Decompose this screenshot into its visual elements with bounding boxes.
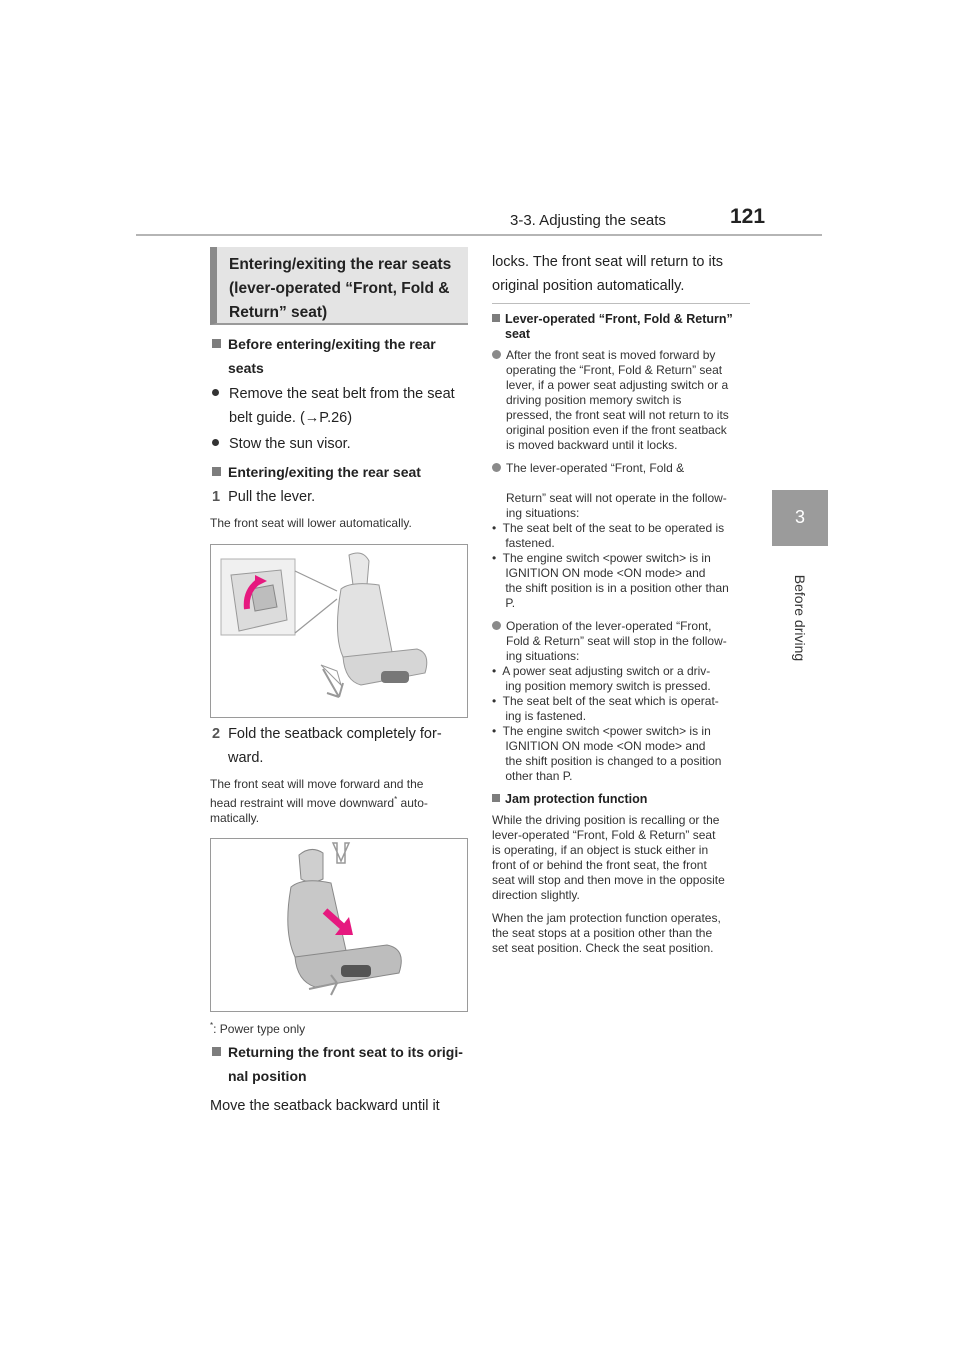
subheading-before-entering: Before entering/exiting the rear seats bbox=[212, 332, 472, 380]
note-paragraph-2: The lever-operated “Front, Fold & Return” seat will not operate in the follow- ing situations: • The seat belt of the seat to be operated is fastened. • The engine switch <power switch> is in IGNITION ON mode <ON mode> and the shift position is in a position other than P. bbox=[492, 461, 729, 610]
circle-bullet-icon bbox=[492, 463, 501, 472]
footnote: *: Power type only bbox=[210, 1021, 306, 1036]
note-heading-jam: Jam protection function bbox=[492, 792, 754, 807]
note-paragraph-3: Operation of the lever-operated “Front, Fold & Return” seat will stop in the follow- ing situations: • A power seat adjusting switch or a driv- ing position memory switch is pressed. • The seat belt of the seat which is operat- ing is fastened. • The engine switch <power switch> is in IGNITION ON mode <ON mode> and the shift position is changed to a position other than P. bbox=[492, 619, 727, 783]
note-divider bbox=[492, 303, 750, 304]
bullet-dot-icon bbox=[212, 439, 219, 446]
page-number: 121 bbox=[730, 205, 766, 228]
note-heading-lever: Lever-operated “Front, Fold & Return” seat bbox=[492, 312, 754, 342]
figure-fold-seatback bbox=[210, 838, 468, 1012]
section-title: 3-3. Adjusting the seats bbox=[510, 212, 666, 229]
square-bullet-icon bbox=[492, 794, 500, 802]
square-bullet-icon bbox=[492, 314, 500, 322]
header-rule bbox=[136, 234, 822, 236]
note-paragraph-4: While the driving position is recalling or the lever-operated “Front, Fold & Return” seat is operating, if an object is stuck either in front of or behind the front seat, the front seat will stop and then move in the opposite direction slightly. bbox=[492, 813, 725, 902]
note-paragraph-1: After the front seat is moved forward by operating the “Front, Fold & Return” seat lever, if a power seat adjusting switch or a driving position memory switch is pressed, the front seat will not return to its original position even if the front seatback is moved backward until it locks. bbox=[492, 348, 754, 453]
figure-pull-lever bbox=[210, 544, 468, 718]
square-bullet-icon bbox=[212, 339, 221, 348]
chapter-tab bbox=[772, 490, 828, 546]
bullet-seat-belt: Remove the seat belt from the seat belt guide. (→P.26) bbox=[212, 382, 472, 430]
chapter-label bbox=[790, 560, 810, 680]
note-paragraph-5: When the jam protection function operates, the seat stops at a position other than the set seat position. Check the seat position. bbox=[492, 911, 721, 955]
step-2-note: The front seat will move forward and the head restraint will move downward* auto- matically. bbox=[210, 777, 428, 825]
section-heading-box bbox=[210, 247, 468, 325]
chapter-number: 3 bbox=[794, 507, 805, 527]
step-1-note: The front seat will lower automatically. bbox=[210, 516, 412, 530]
section-heading: Entering/exiting the rear seats (lever-operated “Front, Fold & Return” seat) bbox=[229, 256, 452, 321]
bullet-sun-visor: Stow the sun visor. bbox=[212, 432, 472, 456]
seat-fold-illustration bbox=[211, 839, 467, 1011]
body-continued: locks. The front seat will return to its original position automatically. bbox=[492, 254, 724, 294]
square-bullet-icon bbox=[212, 467, 221, 476]
chapter-title: Before driving bbox=[792, 574, 808, 662]
subheading-returning: Returning the front seat to its origi- nal position bbox=[212, 1040, 472, 1088]
subheading-entering-rear: Entering/exiting the rear seat bbox=[212, 460, 472, 484]
circle-bullet-icon bbox=[492, 350, 501, 359]
bullet-dot-icon bbox=[212, 389, 219, 396]
seat-lever-illustration bbox=[211, 545, 467, 717]
circle-bullet-icon bbox=[492, 621, 501, 630]
notes-column bbox=[492, 312, 754, 956]
step-1: 1 Pull the lever. bbox=[212, 489, 316, 505]
body-move-seatback: Move the seatback backward until it bbox=[210, 1098, 440, 1114]
square-bullet-icon bbox=[212, 1047, 221, 1056]
step-2: 2 Fold the seatback completely for- ward. bbox=[212, 726, 442, 766]
